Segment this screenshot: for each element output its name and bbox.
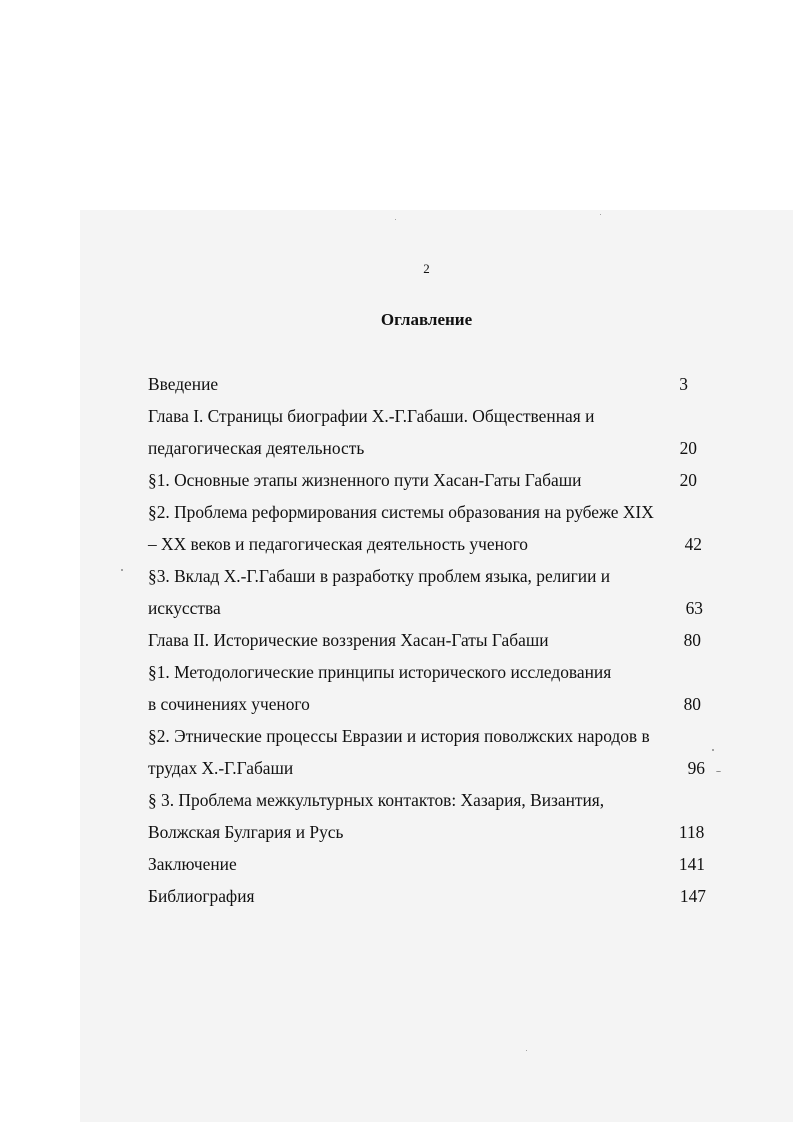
toc-entry [148,720,708,784]
toc-entry [148,624,708,656]
toc-entry-line [148,752,708,784]
table-of-contents [148,368,708,912]
toc-entry-text: §3. Вклад Х.-Г.Габаши в разработку проблем языка, религии и [148,566,611,586]
scan-speck [121,569,123,571]
page-number: 2 [423,261,430,276]
toc-page-number: 141 [678,854,705,874]
toc-page-number: 96 [687,758,705,778]
toc-entry-line [148,656,708,688]
toc-page-number: 147 [679,886,706,906]
toc-entry-line [148,432,708,464]
toc-entry-text: §1. Основные этапы жизненного пути Хасан-Гаты Габаши [148,470,582,490]
toc-entry-text: в сочинениях ученого [148,694,310,714]
scan-speck [395,219,396,220]
toc-entry-text: §2. Этнические процессы Евразии и история поволжских народов в [148,726,650,746]
toc-page-number: 80 [683,694,701,714]
toc-page-number: 118 [678,822,705,842]
toc-entry-line [148,368,708,400]
toc-entry-line [148,688,708,720]
toc-entry [148,880,708,912]
toc-entry-text: §1. Методологические принципы исторического исследования [148,662,612,682]
toc-entry [148,368,708,400]
toc-entry-text: – XX веков и педагогическая деятельность ученого [148,534,528,554]
scan-speck [712,749,714,751]
toc-entry-text: искусства [148,598,221,618]
toc-page-number: 3 [679,374,688,394]
toc-page-number: 42 [684,534,702,554]
toc-entry-text: Введение [148,374,219,394]
toc-entry-line [148,496,708,528]
toc-page-number: 63 [685,598,703,618]
toc-entry [148,496,708,560]
toc-entry-text: Библиография [148,886,255,906]
toc-entry-line [148,560,708,592]
toc-entry-line [148,528,708,560]
toc-entry-text: Заключение [148,854,237,874]
page-title: Оглавление [380,310,473,329]
scan-speck [526,1050,527,1051]
scan-speck [600,214,601,215]
toc-entry-text: педагогическая деятельность [148,438,365,458]
toc-entry-text: §2. Проблема реформирования системы образования на рубеже XIX [148,502,654,522]
toc-entry-line [148,400,708,432]
toc-entry [148,464,708,496]
toc-entry-line [148,592,708,624]
toc-entry-line [148,624,708,656]
toc-page-number: 20 [679,438,697,458]
toc-entry-text: § 3. Проблема межкультурных контактов: Хазария, Византия, [148,790,605,810]
toc-entry [148,784,708,848]
toc-entry-line [148,880,708,912]
toc-page-number: 20 [679,470,697,490]
toc-entry [148,560,708,624]
toc-entry-text: Волжская Булгария и Русь [148,822,344,842]
toc-page-number: 80 [683,630,701,650]
toc-entry-line [148,464,708,496]
toc-entry [148,656,708,720]
toc-entry-line [148,816,708,848]
toc-entry-line [148,848,708,880]
toc-entry-line [148,784,708,816]
toc-entry-text: трудах Х.-Г.Габаши [148,758,294,778]
toc-entry-text: Глава I. Страницы биографии Х.-Г.Габаши. Общественная и [148,406,595,426]
toc-entry-line [148,720,708,752]
scan-speck [716,771,721,772]
toc-entry [148,400,708,464]
toc-entry [148,848,708,880]
toc-entry-text: Глава II. Исторические воззрения Хасан-Гаты Габаши [148,630,549,650]
